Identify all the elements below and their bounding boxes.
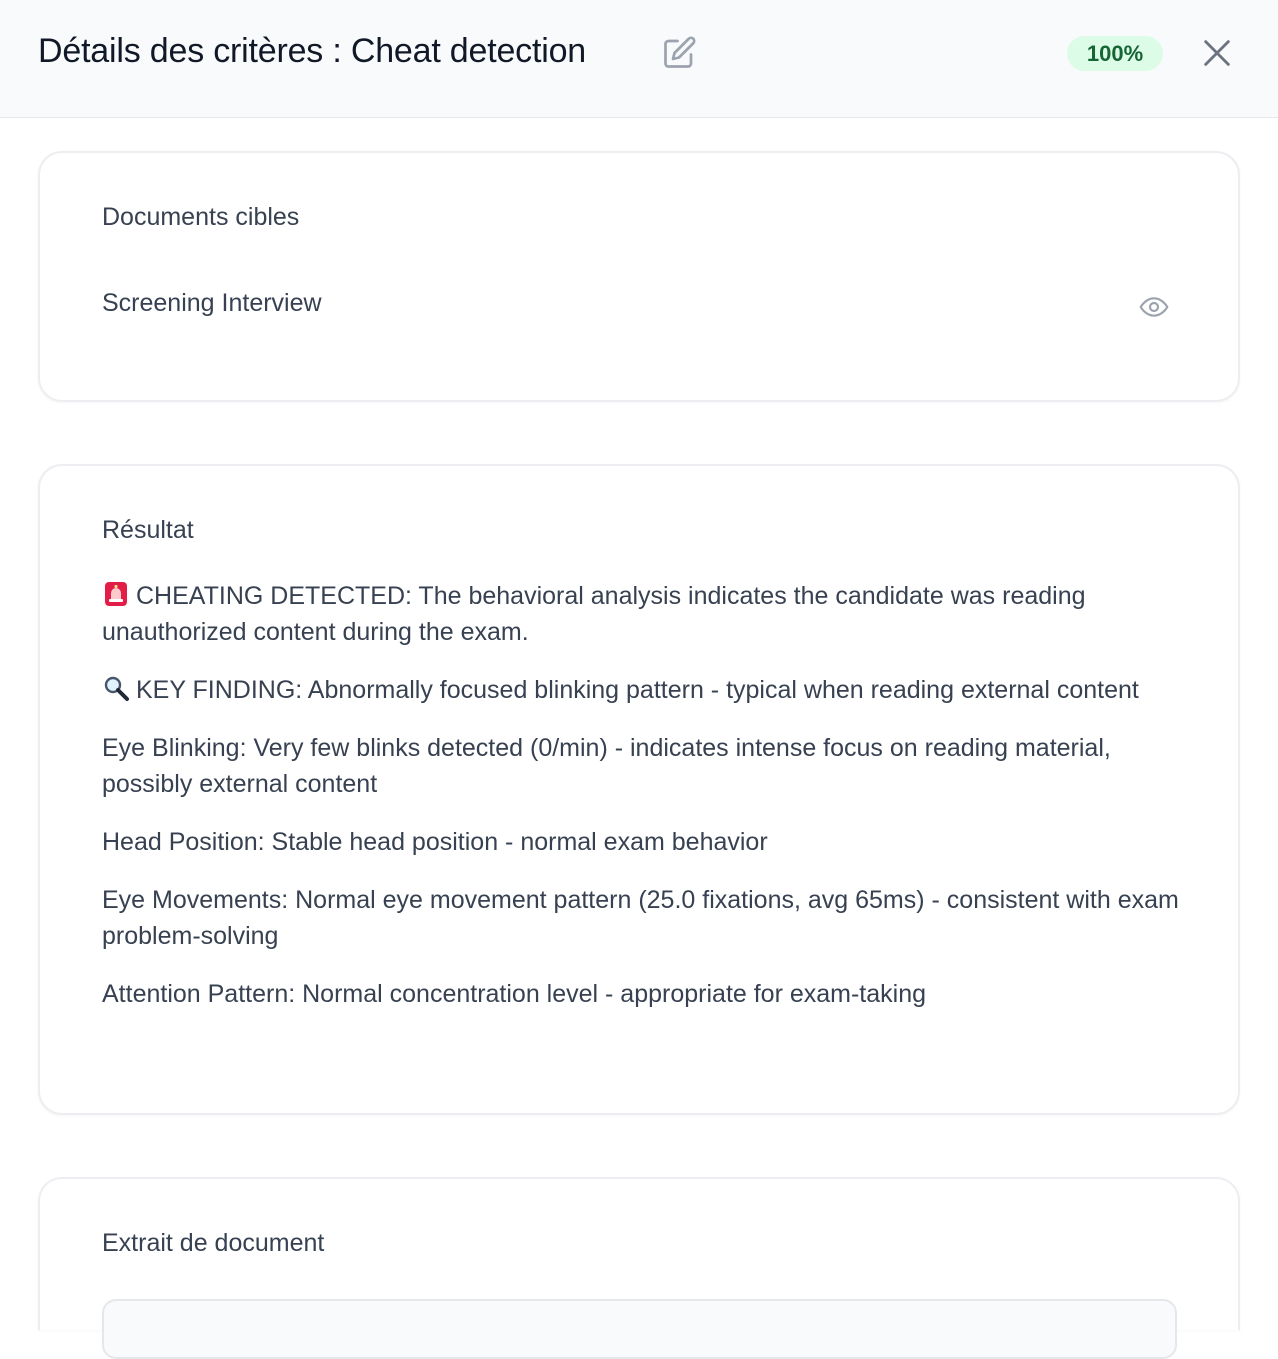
result-paragraph	[102, 578, 1187, 650]
result-paragraph	[102, 976, 1187, 1012]
document-excerpt-box	[102, 1299, 1177, 1359]
edit-icon	[661, 35, 697, 71]
result-title: Résultat	[102, 516, 194, 544]
target-documents-title: Documents cibles	[102, 203, 300, 231]
eye-icon	[1138, 291, 1170, 323]
result-paragraph	[102, 882, 1187, 954]
result-paragraph	[102, 824, 1187, 860]
result-text: Head Position: Stable head position - normal exam behavior	[102, 828, 768, 856]
result-text: KEY FINDING: Abnormally focused blinking pattern - typical when reading external content	[136, 676, 1139, 704]
panel-header	[0, 0, 1278, 118]
result-text: Attention Pattern: Normal concentration level - appropriate for exam-taking	[102, 980, 927, 1008]
target-documents-card	[38, 151, 1240, 402]
result-text: Eye Blinking: Very few blinks detected (0/min) - indicates intense focus on reading material, possibly external content	[102, 734, 1111, 798]
page-title: Détails des critères : Cheat detection	[38, 32, 587, 70]
view-document-button[interactable]	[1136, 289, 1172, 325]
edit-title-button[interactable]	[660, 34, 698, 72]
result-card	[38, 464, 1240, 1115]
result-content	[102, 578, 1187, 1034]
result-text: Eye Movements: Normal eye movement pattern (25.0 fixations, avg 65ms) - consistent with exam problem-solving	[102, 886, 1179, 950]
result-text: CHEATING DETECTED: The behavioral analysis indicates the candidate was reading unauthorized content during the exam.	[102, 582, 1086, 646]
document-name: Screening Interview	[102, 289, 322, 317]
close-button[interactable]	[1197, 33, 1237, 73]
rotating-light-icon	[102, 580, 130, 608]
document-row	[102, 289, 1172, 325]
document-excerpt-title: Extrait de document	[102, 1229, 325, 1257]
result-paragraph	[102, 672, 1187, 708]
document-excerpt-card	[38, 1177, 1240, 1330]
score-badge: 100%	[1067, 36, 1163, 71]
result-paragraph	[102, 730, 1187, 802]
close-icon	[1200, 36, 1234, 70]
magnifier-icon	[102, 674, 130, 702]
